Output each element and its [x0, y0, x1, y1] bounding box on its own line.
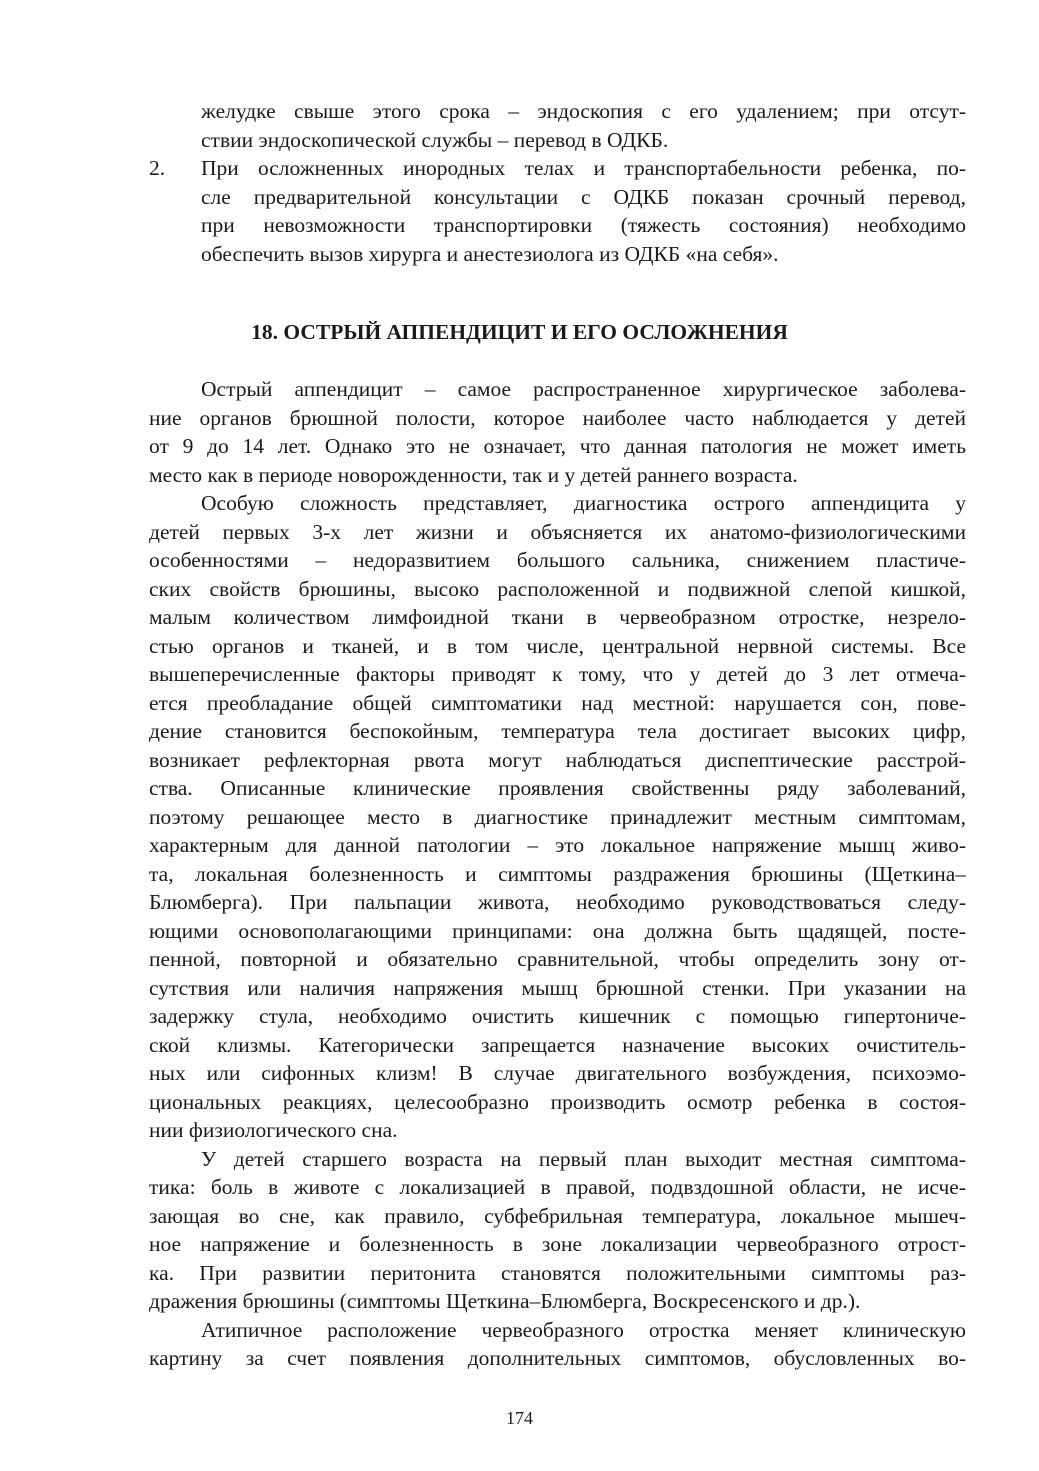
- text-line: характерным для данной патологии – это локальное напряжение мышц живо-: [149, 833, 966, 857]
- text-line: Атипичное расположение червеобразного отростка меняет клиническую: [201, 1317, 966, 1342]
- page-number: 174: [506, 1408, 533, 1428]
- list-item-number: 2.: [149, 156, 166, 180]
- text-line: место как в периоде новорожденности, так и у детей раннего возраста.: [149, 462, 798, 487]
- text-line: ное напряжение и болезненность в зоне локализации червеобразного отрост-: [149, 1232, 966, 1256]
- paragraph: [149, 1316, 966, 1373]
- text-line: детей первых 3-х лет жизни и объясняется их анатомо-физиологическими: [149, 519, 966, 544]
- text-line: малым количеством лимфоидной ткани в червеобразном отростке, незрело-: [149, 605, 966, 629]
- text-line: ства. Описанные клинические проявления свойственны ряду заболеваний,: [149, 776, 966, 800]
- text-line: особенностями – недоразвитием большого сальника, снижением пластиче-: [149, 548, 966, 572]
- text-line: тика: боль в животе с локализацией в правой, подвздошной области, не исче-: [149, 1175, 966, 1199]
- text-line: ствии эндоскопической службы – перевод в ОДКБ.: [201, 127, 669, 152]
- text-line: ется преобладание общей симптоматики над местной: нарушается сон, пове-: [149, 690, 966, 715]
- text-line: зающая во сне, как правило, субфебрильная температура, локальное мышеч-: [149, 1203, 966, 1228]
- paragraph: [149, 489, 966, 1145]
- list-continuation: [201, 97, 966, 268]
- text-line: ских свойств брюшины, высоко расположенной и подвижной слепой кишкой,: [149, 576, 966, 601]
- text-line: вышеперечисленные факторы приводят к тому, что у детей до 3 лет отмеча-: [149, 662, 966, 686]
- body-text: [149, 375, 966, 1373]
- text-line: сутствия или наличия напряжения мышц брюшной стенки. При указании на: [149, 975, 966, 1000]
- text-line: возникает рефлекторная рвота могут наблюдаться диспептические расстрой-: [149, 747, 966, 772]
- text-line: та, локальная болезненность и симптомы раздражения брюшины (Щеткина–: [149, 861, 966, 886]
- text-line: пенной, повторной и обязательно сравнительной, чтобы определить зону от-: [149, 947, 966, 971]
- text-line: картину за счет появления дополнительных симптомов, обусловленных во-: [149, 1346, 966, 1370]
- text-line: поэтому решающее место в диагностике принадлежит местным симптомам,: [149, 804, 966, 829]
- text-line: при невозможности транспортировки (тяжесть состояния) необходимо: [201, 213, 966, 237]
- text-line: сле предварительной консультации с ОДКБ показан срочный перевод,: [201, 184, 966, 209]
- text-line: от 9 до 14 лет. Однако это не означает, что данная патология не может иметь: [149, 434, 966, 458]
- text-line: обеспечить вызов хирурга и анестезиолога из ОДКБ «на себя».: [201, 241, 779, 266]
- text-line: циональных реакциях, целесообразно производить осмотр ребенка в состоя-: [149, 1089, 966, 1114]
- text-line: ка. При развитии перитонита становятся положительными симптомы раз-: [149, 1260, 966, 1285]
- text-line: стью органов и тканей, и в том числе, центральной нервной системы. Все: [149, 633, 966, 658]
- text-line: желудке свыше этого срока – эндоскопия с его удалением; при отсут-: [201, 99, 966, 123]
- text-line: Острый аппендицит – самое распространенное хирургическое заболева-: [201, 377, 966, 401]
- text-line: ющими основополагающими принципами: она должна быть щадящей, посте-: [149, 918, 966, 943]
- text-line: ние органов брюшной полости, которое наиболее часто наблюдается у детей: [149, 405, 966, 430]
- text-line: задержку стула, необходимо очистить кишечник с помощью гипертониче-: [149, 1004, 966, 1028]
- text-line: ных или сифонных клизм! В случае двигательного возбуждения, психоэмо-: [149, 1061, 966, 1085]
- text-line: нии физиологического сна.: [149, 1118, 398, 1142]
- paragraph: [149, 375, 966, 489]
- text-line: дение становится беспокойным, температура тела достигает высоких цифр,: [149, 719, 966, 743]
- paragraph: [149, 1145, 966, 1316]
- text-line: Особую сложность представляет, диагностика острого аппендицита у: [201, 491, 966, 515]
- text-line: дражения брюшины (симптомы Щеткина–Блюмберга, Воскресенского и др.).: [149, 1289, 861, 1313]
- section-heading: 18. ОСТРЫЙ АППЕНДИЦИТ И ЕГО ОСЛОЖНЕНИЯ: [251, 320, 788, 344]
- text-line: У детей старшего возраста на первый план выходит местная симптома-: [201, 1146, 966, 1171]
- text-line: ской клизмы. Категорически запрещается назначение высоких очиститель-: [149, 1032, 966, 1057]
- text-line: При осложненных инородных телах и транспортабельности ребенка, по-: [201, 156, 966, 180]
- text-line: Блюмберга). При пальпации живота, необходимо руководствоваться следу-: [149, 890, 966, 914]
